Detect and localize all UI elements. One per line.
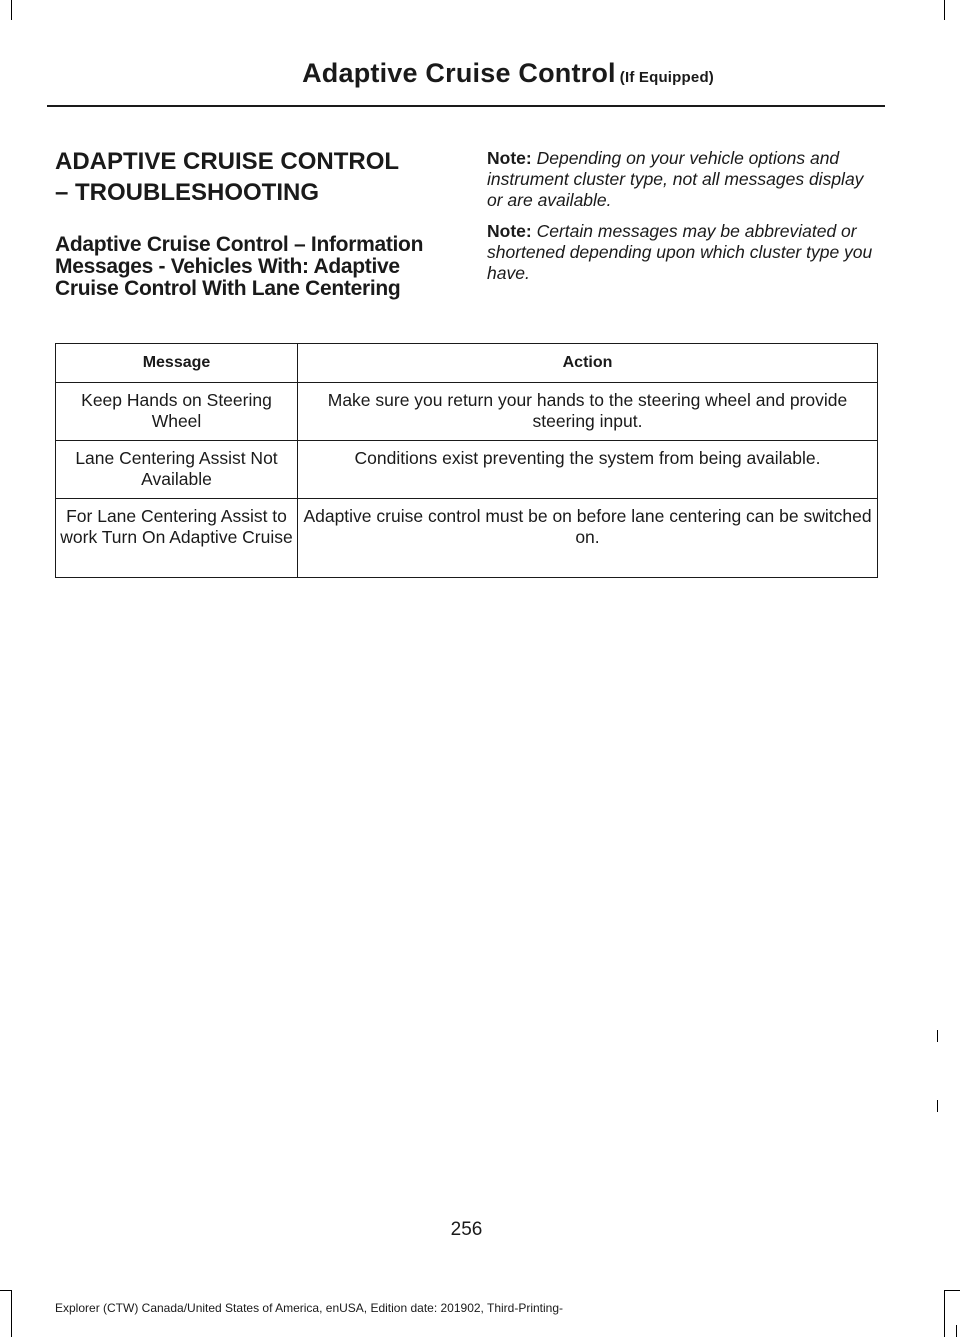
- page-number: 256: [450, 1219, 483, 1240]
- right-column: [487, 148, 882, 294]
- page-header-title: [302, 58, 714, 89]
- crop-mark: [944, 1290, 945, 1337]
- table-header-row: [56, 344, 878, 383]
- subsection-title: Adaptive Cruise Control – Information Messages - Vehicles With: Adaptive Cruise Control With Lane Centering: [55, 233, 424, 300]
- table-row: [56, 441, 878, 499]
- crop-mark: [11, 0, 12, 20]
- column-header-action: Action: [298, 344, 878, 383]
- crop-mark: [11, 1290, 12, 1337]
- crop-mark: [944, 0, 945, 20]
- header-divider: [47, 105, 885, 107]
- crop-mark: [937, 1100, 938, 1112]
- note-text: Depending on your vehicle options and instrument cluster type, not all messages display or are available.: [487, 148, 864, 210]
- section-title-line2: – TROUBLESHOOTING: [55, 179, 320, 206]
- message-cell: Lane Centering Assist Not Available: [56, 441, 298, 499]
- header-qualifier: (If Equipped): [619, 69, 714, 86]
- message-cell: Keep Hands on Steering Wheel: [56, 383, 298, 441]
- header-title-text: Adaptive Cruise Control: [302, 58, 616, 88]
- note-label: Note:: [487, 148, 532, 168]
- left-column: [55, 146, 455, 300]
- note-text: Certain messages may be abbreviated or shortened depending upon which cluster type you have.: [487, 221, 873, 283]
- footer-edition-info: Explorer (CTW) Canada/United States of America, enUSA, Edition date: 201902, Third-Printing-: [55, 1301, 564, 1315]
- crop-mark: [944, 1290, 960, 1291]
- action-cell: Conditions exist preventing the system from being available.: [298, 441, 878, 499]
- crop-mark: [0, 1290, 12, 1291]
- column-header-message: Message: [56, 344, 298, 383]
- crop-mark: [956, 1325, 957, 1337]
- action-cell: Adaptive cruise control must be on before lane centering can be switched on.: [298, 499, 878, 578]
- action-cell: Make sure you return your hands to the steering wheel and provide steering input.: [298, 383, 878, 441]
- note-abbreviated: [487, 221, 882, 284]
- section-title: [55, 146, 455, 208]
- crop-mark: [937, 1030, 938, 1042]
- note-options: [487, 148, 882, 211]
- note-label: Note:: [487, 221, 532, 241]
- information-messages-table: [55, 343, 878, 578]
- section-title-line1: ADAPTIVE CRUISE CONTROL: [55, 148, 400, 175]
- table-row: [56, 499, 878, 578]
- message-cell: For Lane Centering Assist to work Turn On Adaptive Cruise: [56, 499, 298, 578]
- table-row: [56, 383, 878, 441]
